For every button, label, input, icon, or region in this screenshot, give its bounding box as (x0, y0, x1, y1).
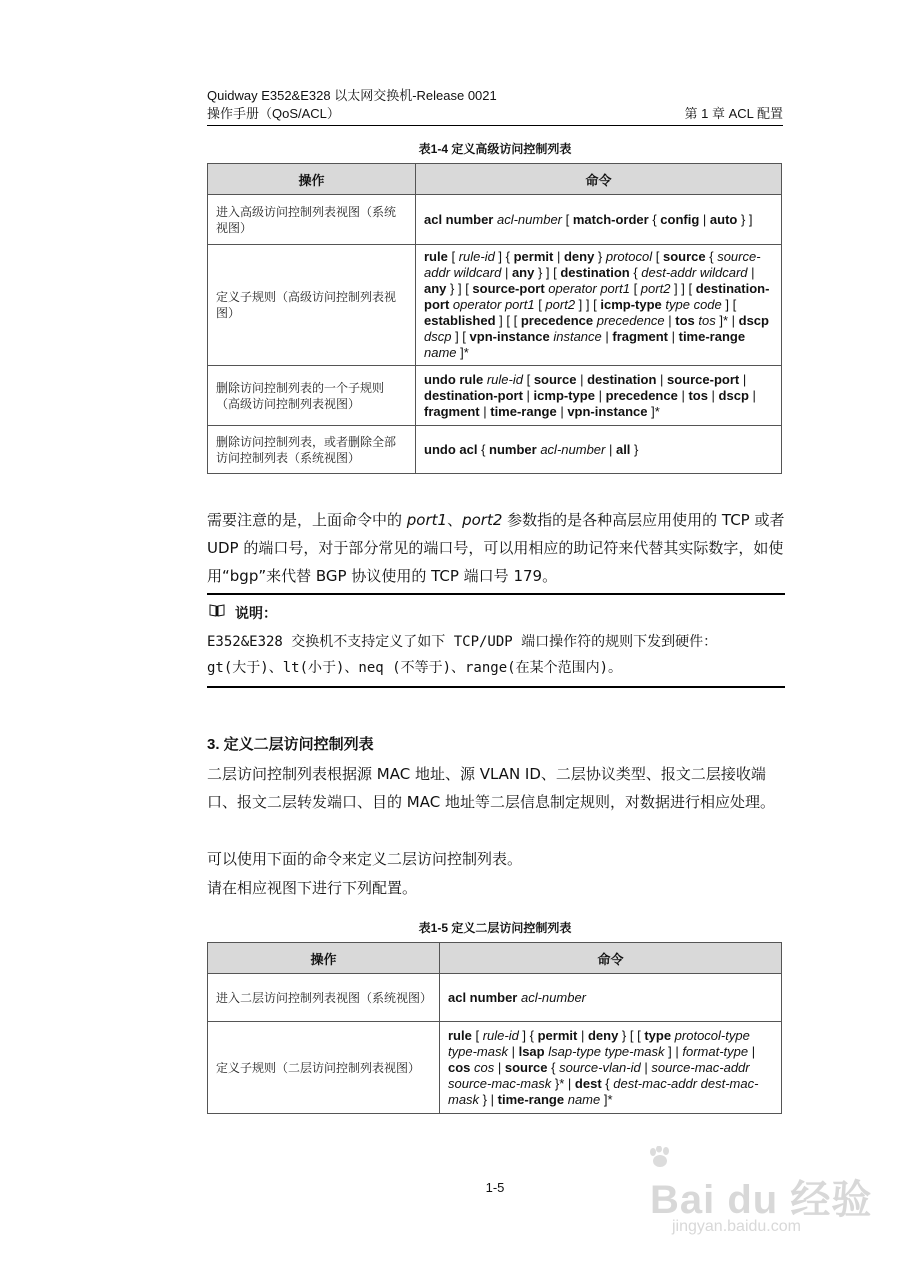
watermark-brand: Bai du 经验 (650, 1178, 873, 1222)
table2-col-cmd: 命令 (440, 943, 782, 974)
note-line-2: gt(大于)、lt(小于)、neq (不等于)、range(在某个范围内)。 (207, 660, 623, 676)
note-line-1: E352&E328 交换机不支持定义了如下 TCP/UDP 端口操作符的规则下发到硬件： (207, 634, 718, 650)
table2-caption: 表1-5 定义二层访问控制列表 (418, 921, 572, 935)
table-cell-op: 删除访问控制列表，或者删除全部访问控制列表（系统视图） (208, 426, 416, 474)
table-cell-cmd: rule [ rule-id ] { permit | deny } [ [ type protocol-type type-mask | lsap lsap-type type-mask ] | format-type | cos cos | source { source-vlan-id | source-mac-addr source-mac-mask }* | dest { dest-mac-addr dest-mac-mask } | time-range name ]* (440, 1022, 782, 1114)
table-cell-op: 进入二层访问控制列表视图（系统视图） (208, 974, 440, 1022)
param-port1: port1 (406, 511, 448, 529)
table-cell-cmd: acl number acl-number (440, 974, 782, 1022)
paw-icon (648, 1146, 672, 1168)
table2-header-row (208, 943, 782, 974)
table-cell-cmd: undo acl { number acl-number | all } (416, 426, 782, 474)
note-bottom-rule (207, 686, 785, 688)
table1-col-cmd: 命令 (416, 164, 782, 195)
header-manual-name: 操作手册（QoS/ACL） (207, 106, 340, 121)
note-top-rule (207, 593, 785, 595)
table-cell-op: 定义子规则（高级访问控制列表视图） (208, 245, 416, 366)
header-doc-title: Quidway E352&E328 以太网交换机-Release 0021 (207, 88, 497, 103)
header-chapter: 第 1 章 ACL 配置 (684, 106, 783, 121)
param-port2: port2 (462, 511, 503, 529)
table-cell-cmd: acl number acl-number [ match-order { config | auto } ] (416, 195, 782, 245)
page-number: 1-5 (485, 1180, 505, 1195)
table-row (208, 195, 782, 245)
table-row (208, 1022, 782, 1114)
para-text: 、 (447, 511, 463, 529)
table-cell-cmd: rule [ rule-id ] { permit | deny } protocol [ source { source-addr wildcard | any } ] [ destination { dest-addr wildcard | any } ] [ source-port operator port1 [ port2 ] ] [ destination-port operator port1 [ port2 ] ] [ icmp-type type code ] [ established ] [ [ precedence precedence | tos tos ]* | dscp dscp ] [ vpn-instance instance | fragment | time-range name ]* (416, 245, 782, 366)
table2-col-op: 操作 (208, 943, 440, 974)
port-note-paragraph (207, 506, 785, 590)
header-divider (207, 125, 783, 126)
note-title: 说明： (235, 605, 277, 621)
para-text: 参数指的是各种高层应用使用的 TCP 或者 UDP 的端口号，对于部分常见的端口号，可以用相应的助记符来代替其实际数字，如使用“bgp”来代替 BGP 协议使用的 TCP 端口号 179。 (207, 511, 785, 585)
table1-header-row (208, 164, 782, 195)
table-row (208, 426, 782, 474)
section-paragraph-3: 请在相应视图下进行下列配置。 (207, 879, 418, 897)
table-row (208, 366, 782, 426)
table-row (208, 245, 782, 366)
section-paragraph-2: 可以使用下面的命令来定义二层访问控制列表。 (207, 850, 523, 868)
table1-caption: 表1-4 定义高级访问控制列表 (418, 142, 572, 156)
book-icon (209, 603, 225, 617)
table-cell-op: 删除访问控制列表的一个子规则（高级访问控制列表视图） (208, 366, 416, 426)
table-cell-op: 进入高级访问控制列表视图（系统视图） (208, 195, 416, 245)
section-heading: 3. 定义二层访问控制列表 (207, 736, 374, 753)
section-paragraph-1: 二层访问控制列表根据源 MAC 地址、源 VLAN ID、二层协议类型、报文二层接收端口、报文二层转发端口、目的 MAC 地址等二层信息制定规则，对数据进行相应处理。 (207, 765, 775, 811)
table1 (207, 163, 782, 474)
table-cell-cmd: undo rule rule-id [ source | destination | source-port | destination-port | icmp-type | precedence | tos | dscp | fragment | time-range | vpn-instance ]* (416, 366, 782, 426)
table-cell-op: 定义子规则（二层访问控制列表视图） (208, 1022, 440, 1114)
table1-col-op: 操作 (208, 164, 416, 195)
table-row (208, 974, 782, 1022)
watermark-url: jingyan.baidu.com (672, 1218, 801, 1235)
table2 (207, 942, 782, 1114)
para-text: 需要注意的是，上面命令中的 (207, 511, 407, 529)
